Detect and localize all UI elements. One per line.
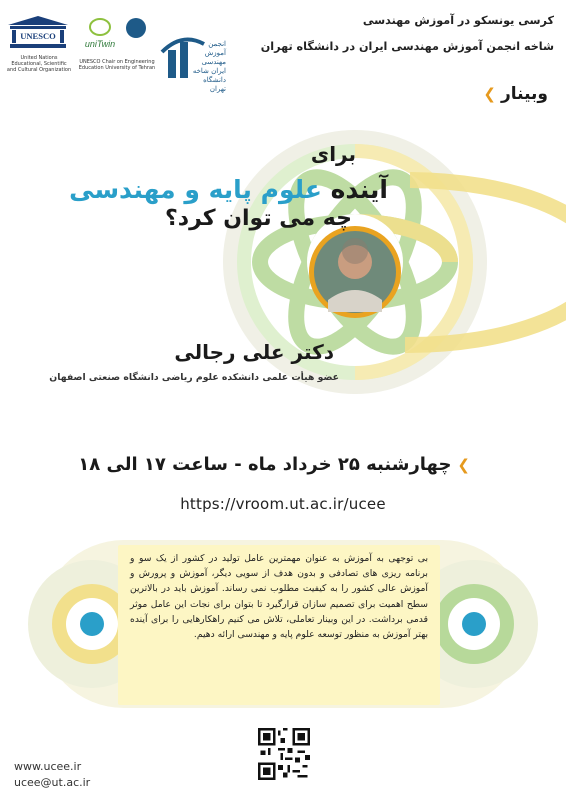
event-url-link[interactable]: https://vroom.ut.ac.ir/ucee [180,495,386,513]
unesco-caption: United Nations Educational, Scientific and Cultural Organization [6,55,72,73]
speaker-affiliation: عضو هیأت علمی دانشکده علوم ریاضی دانشگاه صنعتی اصفهان [49,372,339,383]
unitwin-caption: UNESCO Chair on Engineering Education University of Tehran [78,59,156,71]
event-datetime-row [78,454,470,475]
association-name: انجمن آموزش مهندسی ایران شاخه دانشگاه تهران [192,40,226,93]
title-line-2 [69,175,388,204]
email-link[interactable]: ucee@ut.ac.ir [14,776,91,789]
header-line-2: شاخه انجمن آموزش مهندسی ایران در دانشگاه تهران [260,40,554,53]
unitwin-mark-icon [78,15,156,53]
title-line-1: برای [310,142,356,166]
title-line-2-prefix: آینده [321,175,388,204]
webinar-heading [483,84,548,104]
unesco-logo [6,15,72,73]
webinar-label: وبینار [501,84,548,104]
chevron-left-icon: ❯ [457,455,470,474]
svg-text:uniTwin: uniTwin [84,39,116,49]
title-highlight: علوم پایه و مهندسی [69,175,322,204]
speaker-name: دکتر علی رجالی [174,340,334,364]
speaker-photo-frame [309,226,401,318]
website-link[interactable]: www.ucee.ir [14,760,82,773]
qr-code-icon[interactable] [258,728,310,780]
unitwin-logo [78,15,156,71]
unesco-temple-icon [6,15,70,49]
title-line-3: چه می توان کرد؟ [165,206,352,231]
svg-text:UNESCO: UNESCO [20,31,56,41]
description-box: بی توجهی به آموزش به عنوان مهمترین عامل تولید در کشور از یک سو و برنامه ریزی های تصادفی و بدون هدف از سویی دیگر، آموزش و پرورش و آموزش عالی کشور را به کیفیت مطلوب نمی رساند. آموزش باید در بالاترین سطح اهمیت برای تصمیم سازان قرارگیرد تا بتوان برای نجات این عامل موثر قدمی برداشت. در این وبینار تعاملی، تلاش می کنیم راهکارهایی را برای آینده بهتر آموزش به منظور توسعه علوم پایه و مهندسی ارائه دهیم. [118,545,440,705]
header-line-1: کرسی یونسکو در آموزش مهندسی [362,14,554,27]
chevron-left-icon: ❯ [483,85,496,103]
event-datetime: چهارشنبه ۲۵ خرداد ماه - ساعت ۱۷ الی ۱۸ [78,454,452,475]
